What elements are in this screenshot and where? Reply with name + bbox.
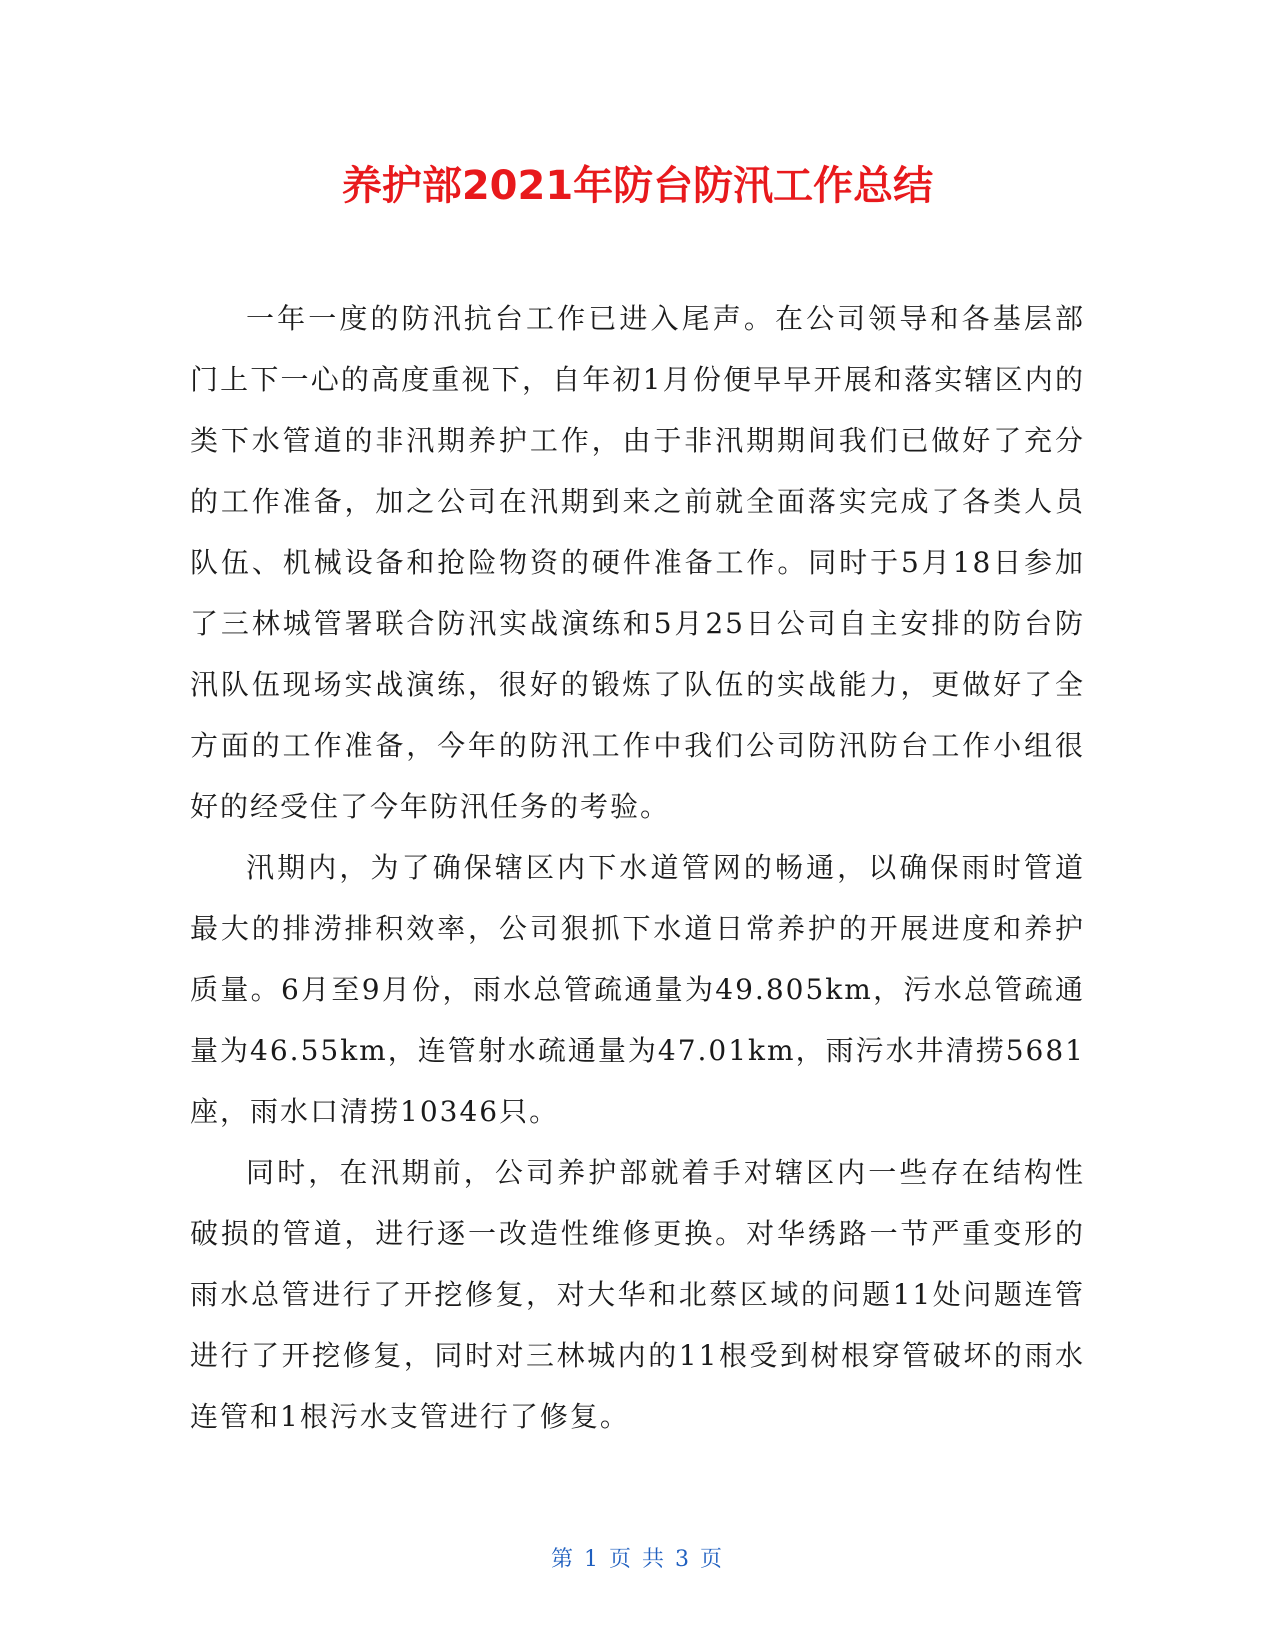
document-body	[190, 288, 1085, 1447]
paragraph-1: 一年一度的防汛抗台工作已进入尾声。在公司领导和各基层部门上下一心的高度重视下，自年初1月份便早早开展和落实辖区内的类下水管道的非汛期养护工作，由于非汛期期间我们已做好了充分的工作准备，加之公司在汛期到来之前就全面落实完成了各类人员队伍、机械设备和抢险物资的硬件准备工作。同时于5月18日参加了三林城管署联合防汛实战演练和5月25日公司自主安排的防台防汛队伍现场实战演练，很好的锻炼了队伍的实战能力，更做好了全方面的工作准备，今年的防汛工作中我们公司防汛防台工作小组很好的经受住了今年防汛任务的考验。	[190, 302, 1085, 823]
page-number-footer: 第 1 页 共 3 页	[551, 1547, 724, 1572]
paragraph-3: 同时，在汛期前，公司养护部就着手对辖区内一些存在结构性破损的管道，进行逐一改造性维修更换。对华绣路一节严重变形的雨水总管进行了开挖修复，对大华和北蔡区域的问题11处问题连管进行了开挖修复，同时对三林城内的11根受到树根穿管破坏的雨水连管和1根污水支管进行了修复。	[190, 1156, 1085, 1433]
paragraph-2: 汛期内，为了确保辖区内下水道管网的畅通，以确保雨时管道最大的排涝排积效率，公司狠抓下水道日常养护的开展进度和养护质量。6月至9月份，雨水总管疏通量为49.805km，污水总管疏通量为46.55km，连管射水疏通量为47.01km，雨污水井清捞5681座，雨水口清捞10346只。	[190, 851, 1085, 1128]
document-title: 养护部2021年防台防汛工作总结	[341, 163, 934, 209]
